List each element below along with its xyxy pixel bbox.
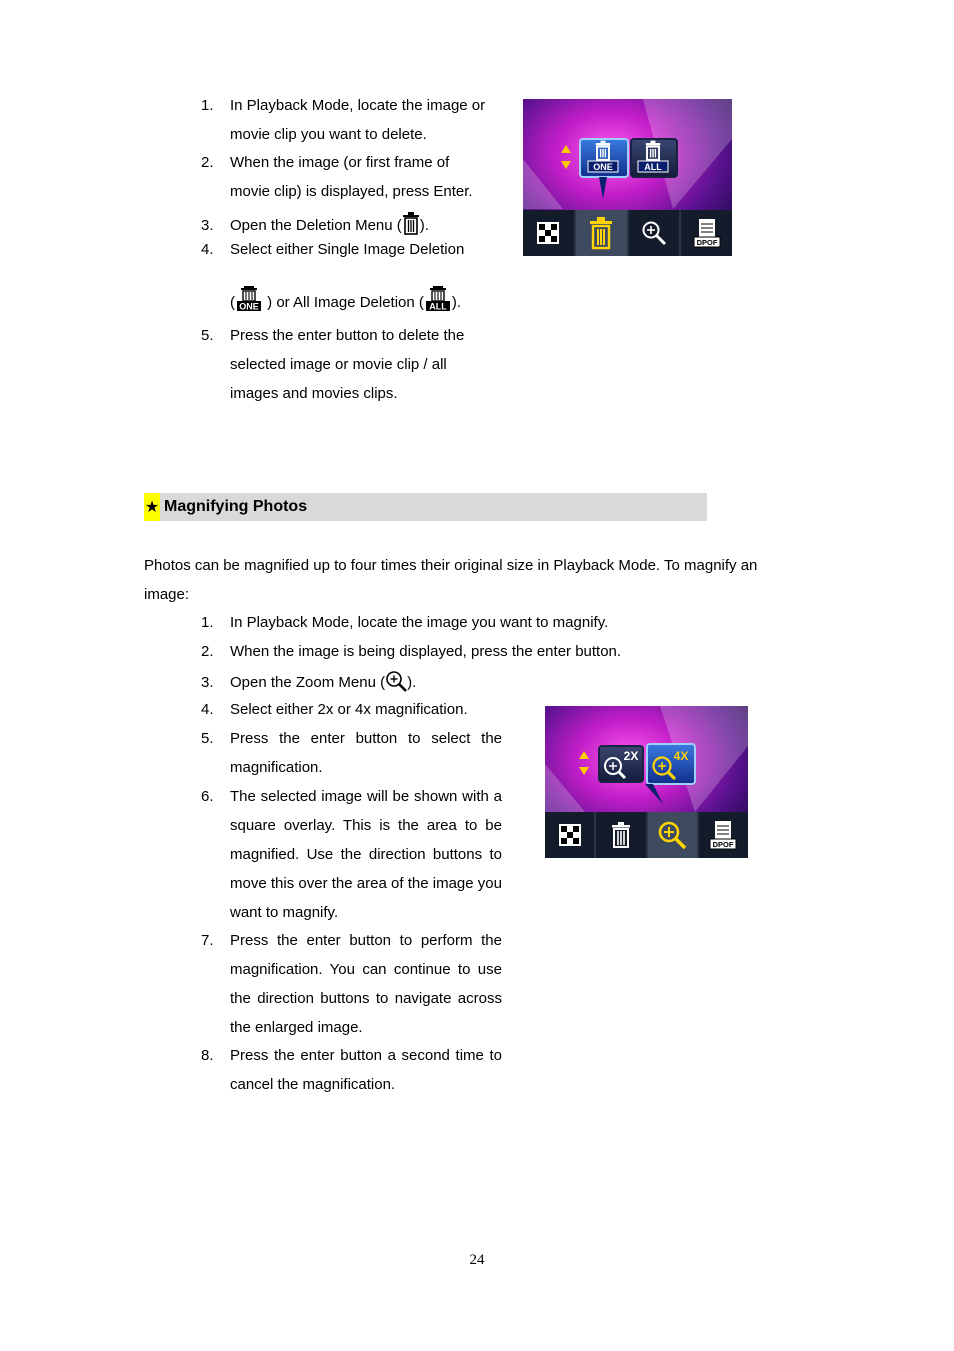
trash-icon [402, 211, 420, 235]
step-text: In Playback Mode, locate the image you want to magnify. [230, 614, 609, 631]
step-number: 6. [201, 788, 214, 805]
delete-all-icon [424, 284, 452, 312]
delete-menu-screenshot [523, 99, 732, 256]
step-number: 5. [201, 730, 214, 747]
step-text: Open the Deletion Menu ( [230, 217, 402, 234]
step-number: 3. [201, 217, 214, 234]
intro-line: Photos can be magnified up to four times their original size in Playback Mode. To magnify an [144, 557, 758, 574]
step-number: 2. [201, 154, 214, 171]
step-text: Select either 2x or 4x magnification. [230, 701, 468, 718]
step-text: The selected image will be shown with a square overlay. This is the area to be magnified. Use the direction buttons to move this over the area of the image you want to magnify. [230, 788, 502, 921]
step-number: 4. [201, 241, 214, 258]
svg-text:ALL: ALL [644, 162, 662, 172]
delete-all-option [631, 139, 677, 177]
delete-one-icon-label: ONE [239, 301, 259, 312]
delete-all-icon-label: ALL [429, 301, 447, 312]
step-number: 2. [201, 643, 214, 660]
zoom-icon [648, 812, 699, 858]
step-text: ). [419, 217, 429, 234]
step-number: 8. [201, 1047, 214, 1064]
step-text: selected image or movie clip / all [230, 356, 447, 373]
step-number: 1. [201, 614, 214, 631]
playback-toolbar [523, 210, 732, 256]
zoom-menu-screenshot [545, 706, 748, 858]
zoom-icon [629, 210, 682, 256]
zoom-in-icon [385, 670, 407, 692]
step-number: 5. [201, 327, 214, 344]
dpof-label: DPOF [696, 238, 718, 247]
thumbnail-grid-icon [545, 812, 596, 858]
dpof-icon [699, 812, 748, 858]
step-text: Select either Single Image Deletion [230, 241, 465, 258]
playback-toolbar [545, 812, 748, 858]
step-text: images and movies clips. [230, 385, 398, 402]
step-text: Open the Zoom Menu ( [230, 674, 386, 691]
intro-paragraph [144, 551, 757, 609]
zoom-2x-option [599, 746, 643, 782]
step-text: When the image (or first frame of [230, 154, 450, 171]
trash-icon [596, 812, 647, 858]
trash-icon [576, 210, 629, 256]
svg-text:4X: 4X [673, 749, 689, 763]
svg-text:ONE: ONE [593, 162, 613, 172]
dpof-label: DPOF [712, 840, 734, 849]
step-text: Press the enter button to perform the magnification. You can continue to use the direction buttons to navigate across the enlarged image. [230, 932, 502, 1036]
step-text: movie clip) is displayed, press Enter. [230, 183, 473, 200]
section-title: Magnifying Photos [164, 498, 308, 515]
step-text: movie clip you want to delete. [230, 126, 427, 143]
step-text: When the image is being displayed, press the enter button. [230, 643, 622, 660]
dpof-icon [681, 210, 732, 256]
thumbnail-grid-icon [523, 210, 576, 256]
step-number: 1. [201, 97, 214, 114]
intro-line: image: [144, 586, 190, 603]
step-text: Press the enter button a second time to cancel the magnification. [230, 1047, 502, 1093]
step-number: 3. [201, 674, 214, 691]
section-header [144, 493, 707, 521]
step-text: ). [451, 294, 462, 311]
step-text: ) or All Image Deletion ( [263, 294, 424, 311]
star-icon: ★ [144, 493, 160, 521]
svg-text:2X: 2X [623, 749, 639, 763]
delete-one-icon [235, 284, 263, 312]
step-number: 4. [201, 701, 214, 718]
page-number: 24 [469, 1252, 485, 1268]
step-text: Press the enter button to select the magnification. [230, 730, 502, 776]
step-text: Press the enter button to delete the [230, 327, 465, 344]
step-number: 7. [201, 932, 214, 949]
step-text: ( [230, 294, 235, 311]
step-text: ). [407, 674, 417, 691]
step-text: In Playback Mode, locate the image or [230, 97, 486, 114]
